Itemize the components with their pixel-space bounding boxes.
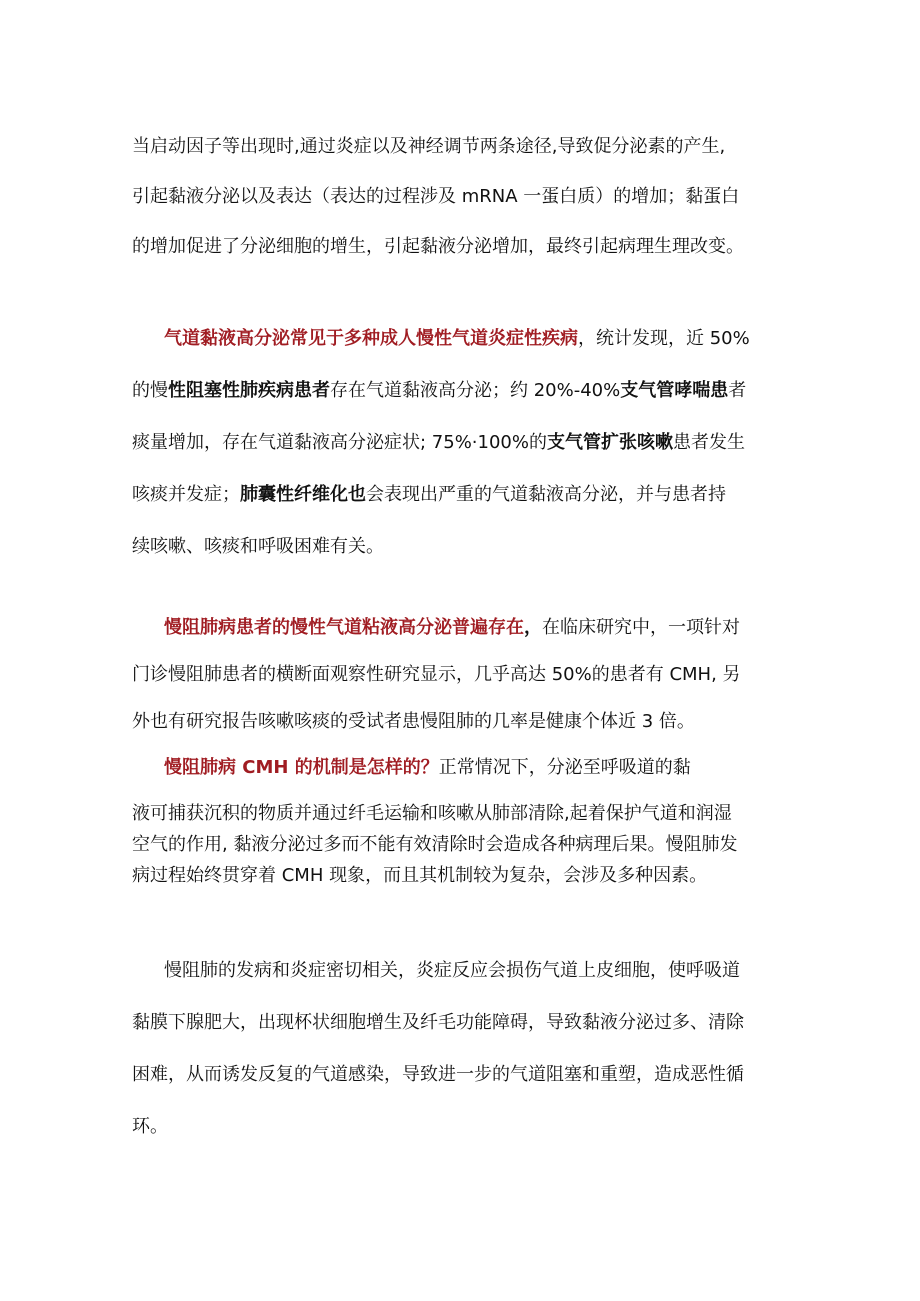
bold-term: 支气管扩张咳嗽 xyxy=(546,432,673,453)
text-line xyxy=(132,313,812,365)
text-line xyxy=(132,417,812,469)
text-line: 病过程始终贯穿着 CMH 现象，而且其机制较为复杂，会涉及多种因素。 xyxy=(132,865,708,886)
text-line: 环。 xyxy=(132,1116,168,1137)
text-run: 的慢 xyxy=(132,380,168,401)
text-line: 困难，从而诱发反复的气道感染，导致进一步的气道阻塞和重塑，造成恶性循 xyxy=(132,1064,744,1085)
highlight-heading: 气道黏液高分泌常见于多种成人慢性气道炎症性疾病 xyxy=(164,328,578,349)
text-line: 外也有研究报告咳嗽咳痰的受试者患慢阻肺的几率是健康个体近 3 倍。 xyxy=(132,711,695,732)
paragraph-airway-hypersecretion xyxy=(132,313,812,573)
text-run: 正常情况下，分泌至呼吸道的黏 xyxy=(438,757,691,778)
text-run: 患者发生 xyxy=(672,432,745,453)
paragraph-copd-cmh-prevalence xyxy=(132,604,812,745)
text-run: ，统计发现，近 50% xyxy=(578,328,750,349)
paragraph-mucus-function xyxy=(132,798,812,891)
text-line: 空气的作用, 黏液分泌过多而不能有效清除时会造成各种病理后果。慢阻肺发 xyxy=(132,834,738,855)
text-run: 者 xyxy=(728,380,747,401)
text-line xyxy=(132,365,812,417)
text-run: 痰量增加，存在气道黏液高分泌症状; 75%·100%的 xyxy=(132,432,547,453)
bold-punct: ， xyxy=(524,617,542,638)
text-line: 黏膜下腺肥大，出现杯状细胞增生及纤毛功能障碍，导致黏液分泌过多、清除 xyxy=(132,1012,744,1033)
text-line: 慢阻肺的发病和炎症密切相关，炎症反应会损伤气道上皮细胞，使呼吸道 xyxy=(164,960,740,981)
paragraph-cmh-mechanism-question xyxy=(132,753,812,783)
text-line xyxy=(132,753,812,783)
text-line xyxy=(132,469,812,521)
text-line xyxy=(132,521,812,573)
text-line: 的增加促进了分泌细胞的增生，引起黏液分泌增加，最终引起病理生理改变。 xyxy=(132,236,744,257)
highlight-heading: 慢阻肺病患者的慢性气道粘液高分泌普遍存在 xyxy=(164,617,524,638)
text-line: 门诊慢阻肺患者的横断面观察性研究显示，几乎高达 50%的患者有 CMH, 另 xyxy=(132,664,741,685)
text-line: 当启动因子等出现时,通过炎症以及神经调节两条途径,导致促分泌素的产生, xyxy=(132,136,726,157)
text-line xyxy=(132,604,812,651)
text-run: 在临床研究中，一项针对 xyxy=(542,617,740,638)
text-run: 咳痰并发症； xyxy=(132,484,240,505)
bold-term: 支气管哮喘患 xyxy=(620,380,729,401)
text-run: 存在气道黏液高分泌；约 20%-40% xyxy=(330,380,621,401)
paragraph-inflammation-cycle xyxy=(132,945,812,1153)
text-run: 会表现出严重的气道黏液高分泌，并与患者持 xyxy=(366,484,726,505)
paragraph-secretagogue xyxy=(132,122,812,272)
bold-term: 肺囊性纤维化也 xyxy=(240,484,366,505)
highlight-heading: 慢阻肺病 CMH 的机制是怎样的？ xyxy=(164,757,439,778)
text-line: 液可捕获沉积的物质并通过纤毛运输和咳嗽从肺部清除,起着保护气道和润湿 xyxy=(132,803,732,824)
bold-term: 性阻塞性肺疾病患者 xyxy=(168,380,330,401)
text-line: 引起黏液分泌以及表达（表达的过程涉及 mRNA 一蛋白质）的增加；黏蛋白 xyxy=(132,186,740,207)
text-run: 续咳嗽、咳痰和呼吸困难有关。 xyxy=(132,536,384,557)
